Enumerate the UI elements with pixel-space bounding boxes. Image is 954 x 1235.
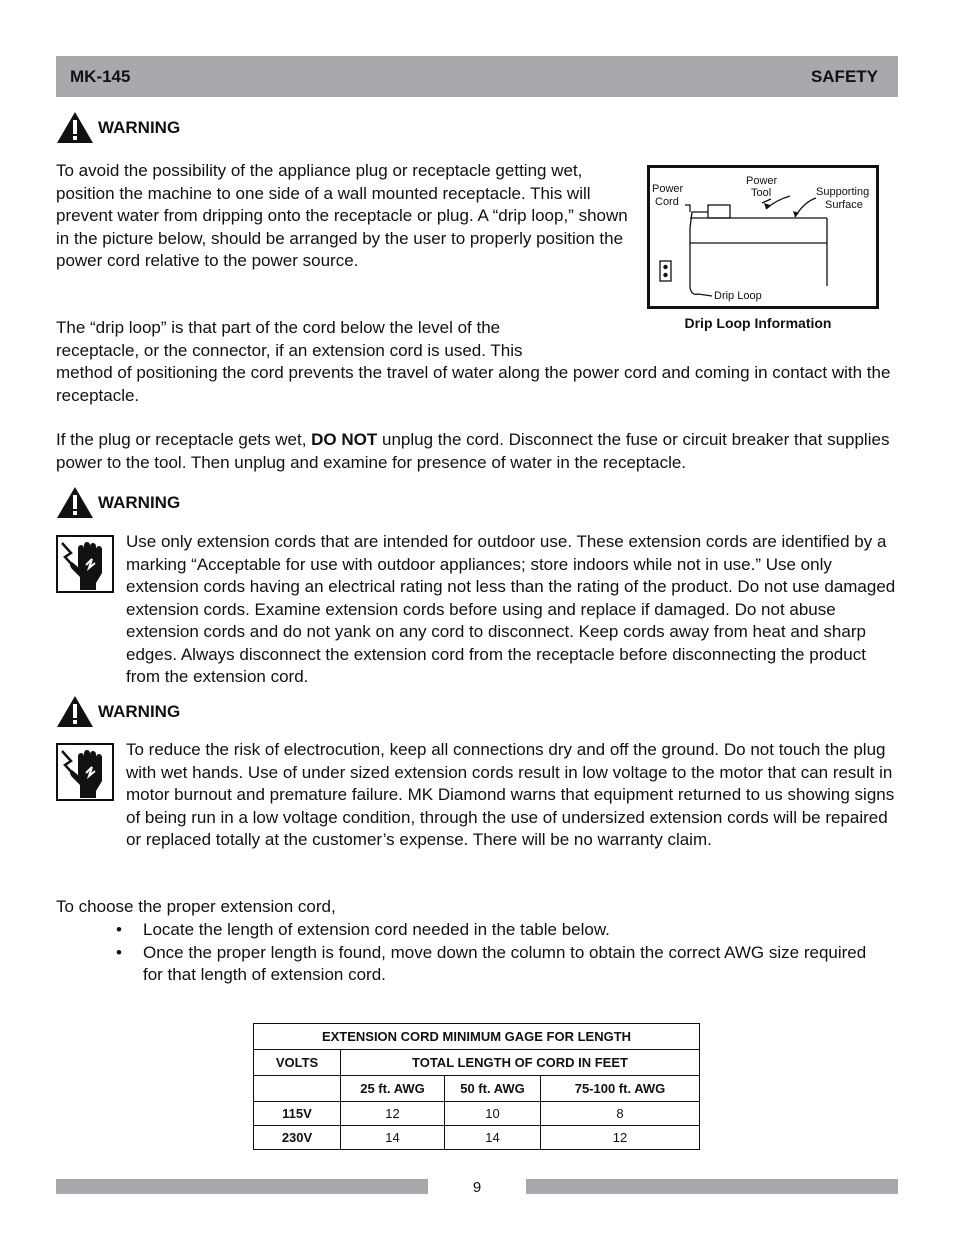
paragraph3-bold: DO NOT [311, 430, 378, 449]
figure-power-tool-shape [708, 205, 730, 218]
figure-label-drip-loop: Drip Loop [714, 290, 762, 302]
paragraph3-post: unplug the cord. Disconnect the fuse or circuit breaker that supplies power to the tool. Then unplug and examine for presence of water in the receptacle. [56, 430, 890, 472]
choose-cord-steps [116, 919, 876, 987]
drip-loop-paragraph-2-bottom: method of positioning the cord prevents the travel of water along the power cord and coming in contact with the receptacle. [56, 363, 891, 405]
footer-bar-left [56, 1179, 428, 1194]
volts-header: VOLTS [254, 1050, 341, 1076]
electric-shock-hand-icon [56, 535, 114, 593]
page-number: 9 [472, 1179, 482, 1196]
column-header: 25 ft. AWG [341, 1076, 445, 1102]
empty-header-cell [254, 1076, 341, 1102]
paragraph3-pre: If the plug or receptacle gets wet, [56, 430, 307, 449]
figure-caption: Drip Loop Information [684, 315, 832, 331]
figure-label-power-cord-2: Cord [655, 196, 679, 208]
extension-cord-warning-text: Use only extension cords that are intended for outdoor use. These extension cords are identified by a marking “Acceptable for use with outdoor appliances; store indoors while not in use.” Use only extension cords having an electrical rating not less than the rating of the product. Do not use damaged extension cords. Examine extension cords before using and replace if damaged. Do not abuse extension cords and do not yank on any cord to disconnect. Keep cords away from heat and sharp edges. Always disconnect the extension cord from the receptacle before disconnecting the product from the extension cord. [126, 532, 896, 686]
gage-cell: 8 [541, 1102, 700, 1126]
figure-label-supporting-1: Supporting [816, 186, 870, 198]
figure-receptacle [660, 261, 671, 281]
bullet-text: Once the proper length is found, move down the column to obtain the correct AWG size required for that length of extension cord. [143, 942, 867, 984]
volts-cell: 230V [254, 1126, 341, 1150]
figure-label-power-tool-1: Power [746, 175, 778, 187]
extension-cord-table [253, 1023, 700, 1150]
drip-loop-paragraph-2-top: The “drip loop” is that part of the cord below the level of the receptacle, or the connector, if an extension cord is used. This [56, 318, 523, 360]
footer-bar-right [526, 1179, 898, 1194]
figure-tool-pointer [762, 199, 771, 203]
warning-heading-2 [56, 486, 180, 519]
drip-loop-paragraph-3 [56, 429, 896, 474]
figure-surface-arrow [795, 198, 816, 217]
column-header: 50 ft. AWG [445, 1076, 541, 1102]
list-item: • Once the proper length is found, move down the column to obtain the correct AWG size required for that length of extension cord. [116, 942, 876, 987]
warning-triangle-icon [56, 695, 94, 728]
drip-loop-diagram [650, 168, 876, 306]
warning-label: WARNING [98, 492, 181, 512]
gage-cell: 14 [341, 1126, 445, 1150]
table-row [254, 1102, 700, 1126]
drip-loop-figure [647, 165, 879, 309]
electric-shock-hand-icon [56, 743, 114, 801]
drip-loop-paragraph-1: To avoid the possibility of the appliance plug or receptacle getting wet, position the machine to one side of a wall mounted receptacle. This will prevent water from dripping onto the receptacle or plug. A “drip loop,” shown in the picture below, should be arranged by the user to properly position the power cord relative to the power source. [56, 161, 628, 270]
electrocution-warning-text: To reduce the risk of electrocution, keep all connections dry and off the ground. Do not touch the plug with wet hands. Use of under sized extension cords result in low voltage to the motor that can result in motor burnout and premature failure. MK Diamond warns that equipment returned to us showing signs of being run in a low voltage condition, through the use of undersized extension cords will be repaired or replaced totally at the customer’s expense. There will be no warranty claim. [126, 740, 895, 849]
warning-heading-1 [56, 111, 180, 144]
table-row [254, 1126, 700, 1150]
figure-cord-path [690, 212, 712, 296]
column-header: 75-100 ft. AWG [541, 1076, 700, 1102]
figure-label-supporting-2: Surface [825, 199, 863, 211]
page-header-bar [56, 56, 898, 97]
choose-cord-intro: To choose the proper extension cord, [56, 897, 336, 916]
warning-heading-3 [56, 695, 180, 728]
gage-cell: 10 [445, 1102, 541, 1126]
volts-cell: 115V [254, 1102, 341, 1126]
gage-cell: 14 [445, 1126, 541, 1150]
figure-label-power-cord-1: Power [652, 183, 684, 195]
gage-cell: 12 [541, 1126, 700, 1150]
table-title: EXTENSION CORD MINIMUM GAGE FOR LENGTH [254, 1024, 700, 1050]
bullet-text: Locate the length of extension cord needed in the table below. [143, 920, 610, 939]
figure-label-power-tool-2: Tool [751, 187, 772, 199]
figure-cord-pointer [685, 205, 690, 212]
gage-cell: 12 [341, 1102, 445, 1126]
section-label: SAFETY [810, 66, 878, 86]
warning-label: WARNING [98, 117, 181, 137]
warning-triangle-icon [56, 111, 94, 144]
warning-triangle-icon [56, 486, 94, 519]
length-header: TOTAL LENGTH OF CORD IN FEET [341, 1050, 700, 1076]
list-item: • Locate the length of extension cord needed in the table below. [116, 919, 876, 942]
warning-label: WARNING [98, 701, 181, 721]
model-label: MK-145 [70, 66, 131, 86]
